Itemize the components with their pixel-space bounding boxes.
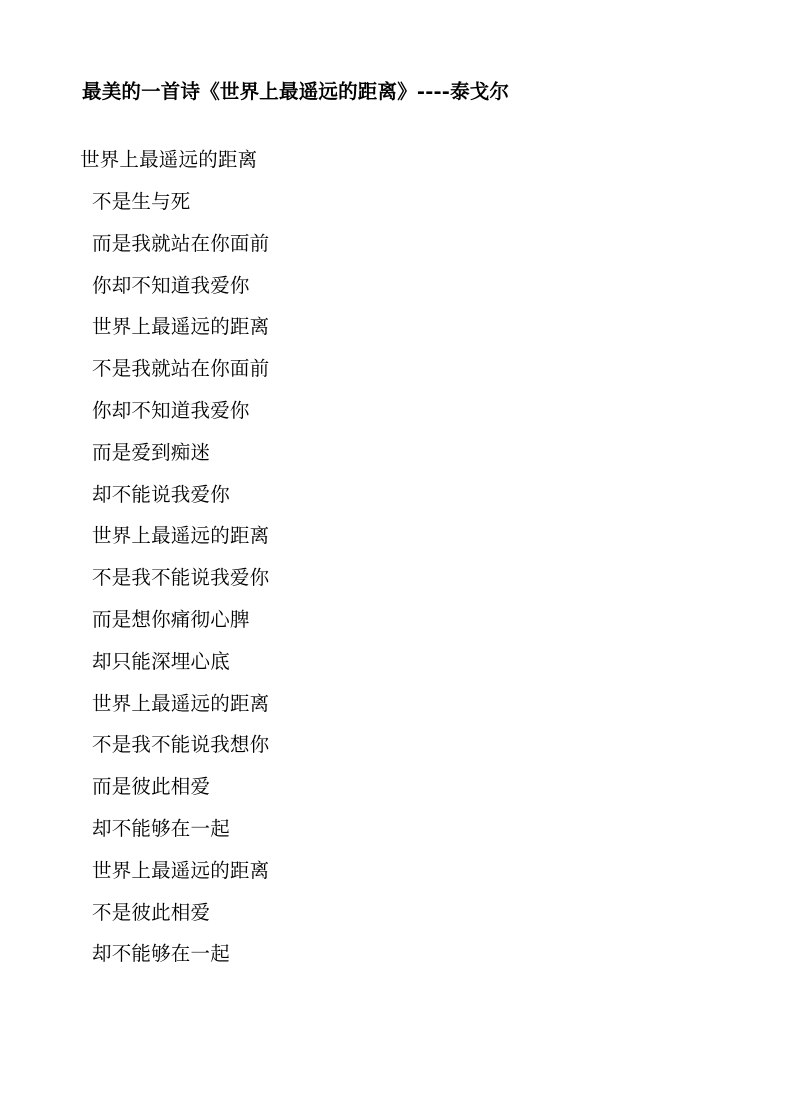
poem-line: 不是我不能说我想你 xyxy=(92,733,270,757)
poem-line: 而是爱到痴迷 xyxy=(92,440,211,464)
poem-line: 而是彼此相爱 xyxy=(92,775,211,799)
poem-line: 世界上最遥远的距离 xyxy=(92,524,270,548)
poem-line: 你却不知道我爱你 xyxy=(92,399,250,423)
poem-line: 不是彼此相爱 xyxy=(92,900,211,924)
poem-line: 世界上最遥远的距离 xyxy=(92,691,270,715)
poem-line: 而是我就站在你面前 xyxy=(92,231,270,255)
poem-line: 你却不知道我爱你 xyxy=(92,273,250,297)
poem-line: 不是生与死 xyxy=(92,190,191,214)
poem-line: 不是我不能说我爱你 xyxy=(92,566,270,590)
poem-line: 世界上最遥远的距离 xyxy=(92,315,270,339)
poem-line: 世界上最遥远的距离 xyxy=(80,148,258,172)
poem-line: 而是想你痛彻心脾 xyxy=(92,608,250,632)
poem-line: 却不能够在一起 xyxy=(92,942,230,966)
poem-body xyxy=(80,139,720,975)
page-title: 最美的一首诗《世界上最遥远的距离》----泰戈尔 xyxy=(82,80,510,103)
poem-line: 不是我就站在你面前 xyxy=(92,357,270,381)
poem-line: 却不能够在一起 xyxy=(92,817,230,841)
poem-line: 世界上最遥远的距离 xyxy=(92,858,270,882)
poem-line: 却只能深埋心底 xyxy=(92,649,230,673)
poem-line: 却不能说我爱你 xyxy=(92,482,230,506)
